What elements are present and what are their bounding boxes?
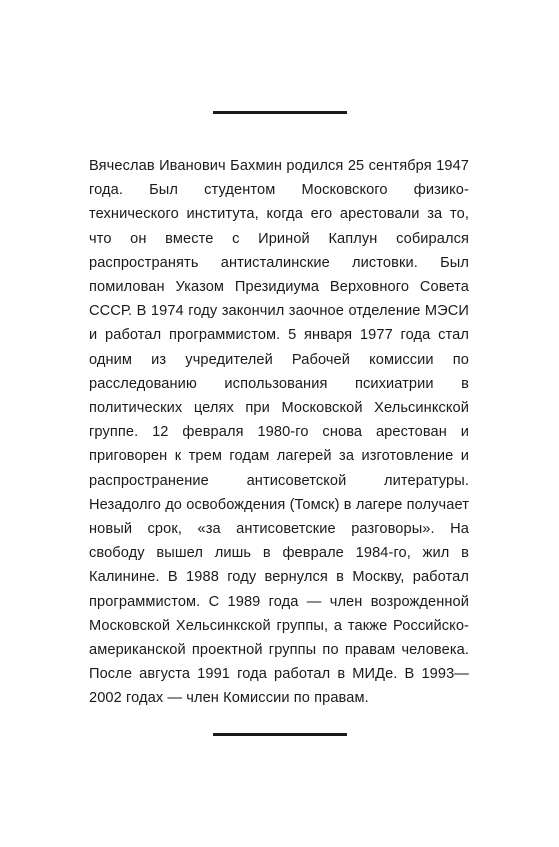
biography-text: родился 25 сентября 1947 года. Был студентом Московского физико-технического института, когда его арестовали за то, что он вместе с Ириной Каплун собирался распространять антисталинские листовки. Был помилован Указом Президиума Верховного Совета СССР. В 1974 году закончил заочное отделение МЭСИ и работал программистом. 5 января 1977 года стал одним из учредителей Рабочей комиссии по расследованию использования психиатрии в политических целях при Московской Хельсинкской группе. 12 февраля 1980-го снова арестован и приговорен к трем годам лагерей за изготовление и распространение антисоветской литературы. Незадолго до освобождения (Томск) в лагере получает новый срок, «за антисоветские разговоры». На свободу вышел лишь в феврале 1984-го, жил в Калинине. В 1988 году вернулся в Москву, работал программистом. С 1989 года — член возрожденной Московской Хельсинкской группы, а также Российско-американской проектной группы по правам человека. После августа 1991 года работал в МИДе. В 1993—2002 годах — член Комиссии по правам. <box>89 158 470 707</box>
biography-paragraph <box>89 154 469 711</box>
person-name: Вячеслав Иванович Бахмин <box>89 158 283 174</box>
top-divider <box>213 111 347 114</box>
bottom-divider <box>213 733 347 736</box>
